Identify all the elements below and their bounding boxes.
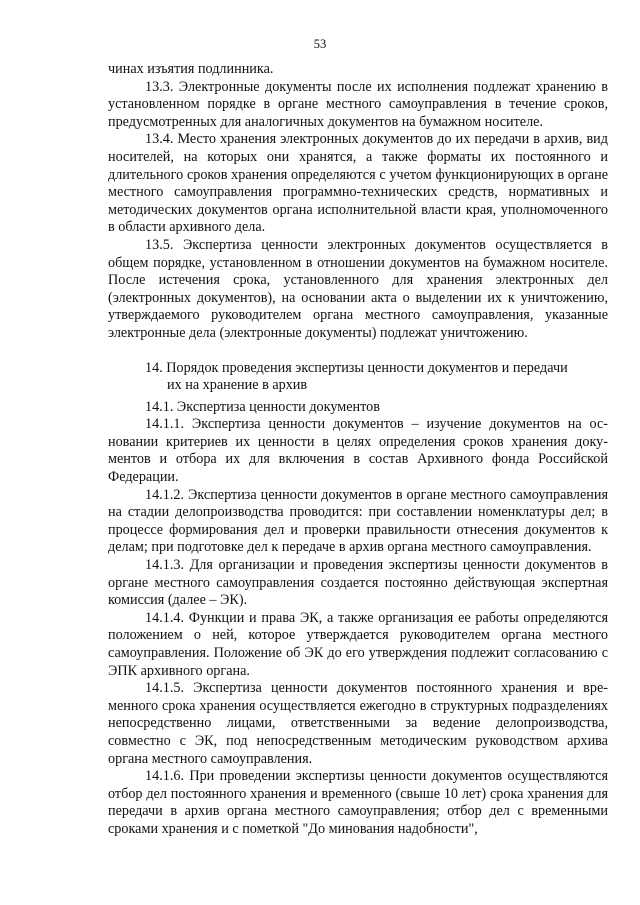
paragraph-14-1: 14.1. Экспертиза ценности документов	[145, 398, 380, 415]
section-heading-14	[108, 360, 608, 395]
paragraph-13-4: 13.4. Место хранения электронных документов до их передачи в архив, вид носителей, на которых они хранятся, а также форматы их постоянного и длительного сроков хранения определяются с учетом функционирующих в органе местного самоуправления программно-технических средств, нормативных и методических документов органа исполнительной власти края, уполномоченного в области архивного дела.	[108, 131, 608, 236]
section-heading-line2: их на хранение в архив	[167, 377, 308, 394]
document-body	[108, 61, 608, 839]
paragraph-continuation: чинах изъятия подлинника.	[108, 61, 274, 77]
section-heading-line1: 14. Порядок проведения экспертизы ценности документов и передачи	[145, 359, 568, 376]
page-number: 53	[313, 37, 327, 51]
paragraph-14-1-3: 14.1.3. Для организации и проведения экспертизы ценности документов в органе местного самоуправления создается постоянно действующая экспертная комиссия (далее – ЭК).	[108, 557, 608, 609]
paragraph-14-1-5: 14.1.5. Экспертиза ценности документов постоянного хранения и временного срока хранения осуществляется ежегодно в структурных подразделениях непосредственно лицами, ответственными за ведение делопроизводства, совместно с ЭК, под непосредственным методическим руководством архива органа местного самоуправления.	[108, 680, 608, 767]
paragraph-13-3: 13.3. Электронные документы после их исполнения подлежат хранению в установленном порядке в органе местного самоуправления в течение сроков, предусмотренных для аналогичных документов на бумажном носителе.	[108, 78, 608, 130]
paragraph-14-1-1: 14.1.1. Экспертиза ценности документов – изучение документов на основании критериев их ценности в целях определения сроков хранения документов и отбора их для включения в состав Архивного фонда Российской Федерации.	[108, 416, 608, 486]
paragraph-14-1-4: 14.1.4. Функции и права ЭК, а также организация ее работы определяются положением о ней, которое утверждается руководителем органа местного самоуправления. Положение об ЭК до его утверждения подлежит согласованию с ЭПК архивного органа.	[108, 609, 608, 679]
paragraph-14-1-6: 14.1.6. При проведении экспертизы ценности документов осуществляются отбор дел постоянного хранения и временного (свыше 10 лет) срока хранения для передачи в архив органа местного самоуправления; отбор дел с временными сроками хранения и с пометкой "До минования надобности",	[108, 768, 608, 837]
paragraph-14-1-2: 14.1.2. Экспертиза ценности документов в органе местного самоуправления на стадии делопроизводства проводится: при составлении номенклатуры дел; в процессе формирования дел и проверки правильности отнесения документов к делам; при подготовке дел к передаче в архив органа местного самоуправления.	[108, 486, 608, 556]
paragraph-13-5: 13.5. Экспертиза ценности электронных документов осуществляется в общем порядке, установленном в отношении документов на бумажном носителе. После истечения срока, установленного для хранения электронных дел (электронных документов), на основании акта о выделении их к уничтожению, утверждаемого руководителем органа местного самоуправления, указанные электронные дела (электронные документы) подлежат уничтожению.	[108, 236, 608, 341]
